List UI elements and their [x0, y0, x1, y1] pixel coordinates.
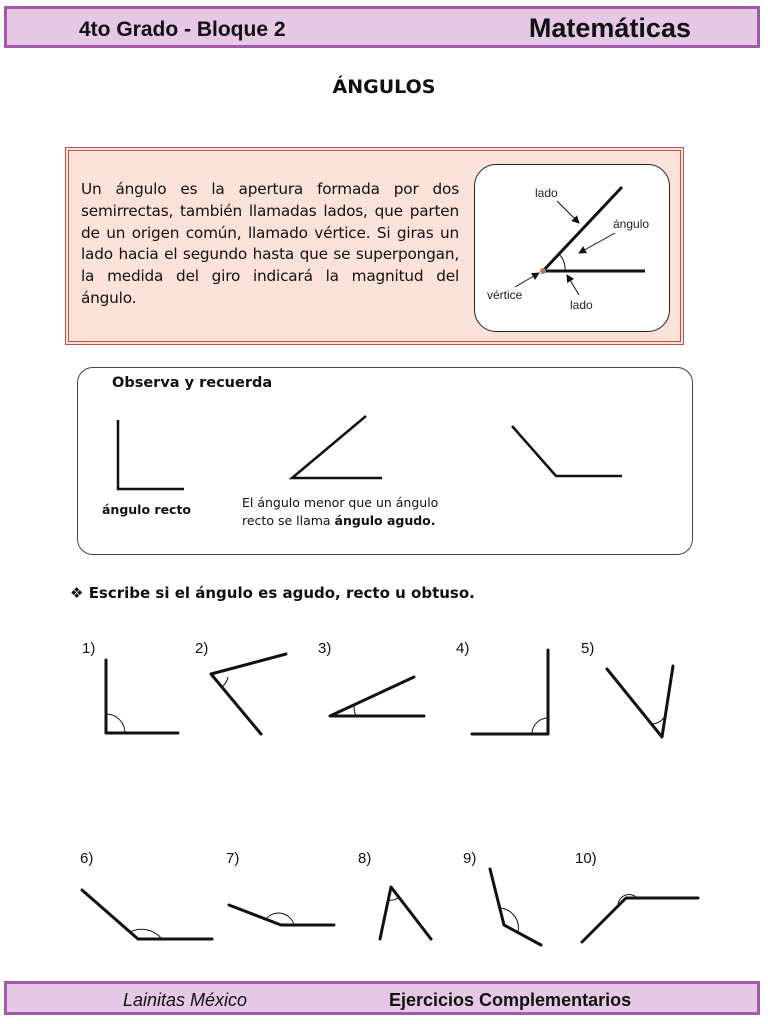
- exercise-angle-6: [82, 890, 212, 939]
- exercise-angle-1: [106, 660, 178, 733]
- exercise-number-5: 5): [581, 640, 595, 657]
- angle-arc-4: [532, 718, 548, 734]
- page-title: ÁNGULOS: [332, 76, 436, 98]
- exercise-angle-5: [607, 666, 673, 737]
- label-vertice: vértice: [487, 288, 523, 302]
- definition-text: Un ángulo es la apertura formada por dos semirrectas, también llamadas lados, que parten de un origen común, llamado vértice. Si giras un lado hacia el segundo hasta que se superpongan, la medida del giro indicará la magnitud del ángulo.: [81, 180, 459, 307]
- exercise-angle-4: [472, 650, 548, 734]
- footer-bar: [4, 981, 760, 1015]
- footer-author: Lainitas México: [123, 990, 248, 1010]
- exercise-angle-7: [229, 905, 334, 925]
- exercise-angle-2: [211, 654, 286, 734]
- acute-caption-line1: El ángulo menor que un ángulo: [242, 495, 439, 510]
- instruction-text: Escribe si el ángulo es agudo, recto u obtuso.: [88, 584, 475, 602]
- label-angulo: ángulo: [613, 217, 650, 231]
- grade-block-label: 4to Grado - Bloque 2: [79, 18, 286, 41]
- exercise-number-3: 3): [318, 640, 332, 657]
- exercise-angle-9: [490, 869, 541, 945]
- angle-arc-2: [222, 677, 228, 687]
- footer-series: Ejercicios Complementarios: [389, 990, 632, 1010]
- exercise-number-4: 4): [456, 640, 470, 657]
- exercise-number-1: 1): [82, 640, 96, 657]
- subject-label: Matemáticas: [528, 13, 691, 43]
- exercise-number-9: 9): [463, 850, 477, 867]
- angle-arc-1: [106, 714, 125, 733]
- right-angle-caption: ángulo recto: [102, 502, 192, 517]
- exercise-number-8: 8): [358, 850, 372, 867]
- angle-arc-3: [354, 705, 356, 716]
- exercise-angle-8: [380, 887, 431, 939]
- diamond-bullet-icon: ❖: [70, 584, 84, 602]
- exercise-number-10: 10): [575, 850, 597, 867]
- label-lado-top: lado: [535, 186, 558, 200]
- exercise-number-7: 7): [226, 850, 240, 867]
- acute-caption-line2: recto se llama ángulo agudo.: [242, 513, 436, 528]
- exercise-number-2: 2): [195, 640, 209, 657]
- label-lado-bottom: lado: [570, 298, 593, 312]
- exercise-angle-3: [330, 677, 424, 716]
- exercise-number-6: 6): [80, 850, 94, 867]
- exercise-angle-10: [582, 898, 698, 942]
- observe-title: Observa y recuerda: [112, 375, 273, 391]
